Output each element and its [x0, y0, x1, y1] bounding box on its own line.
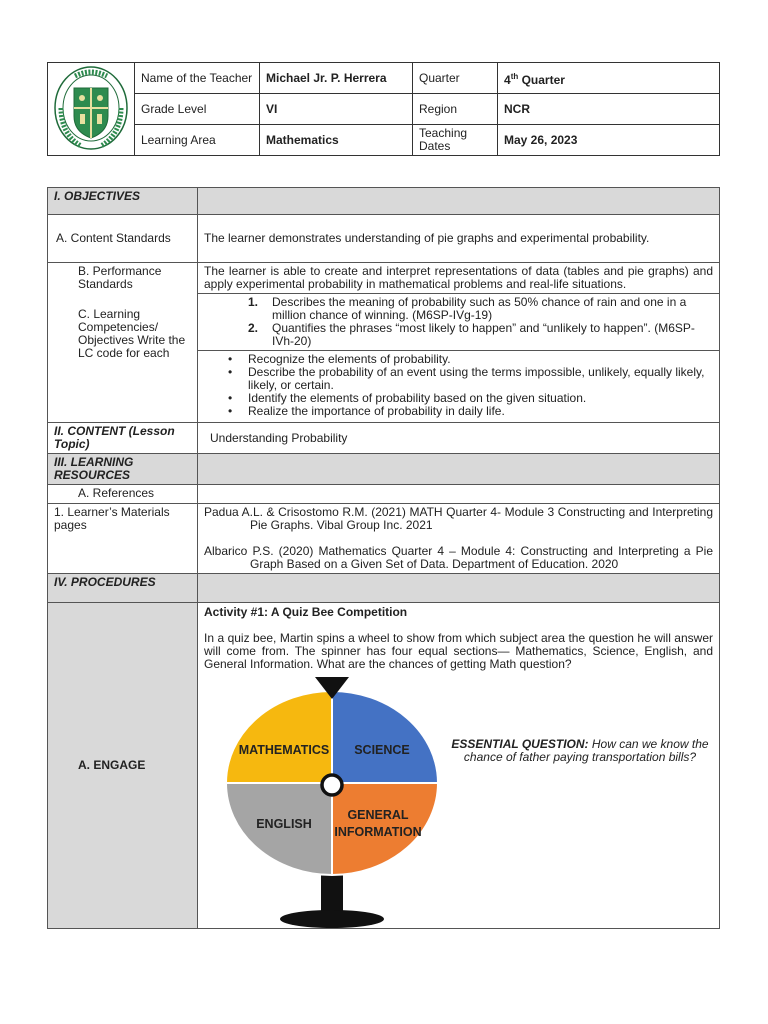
procedures-heading-fill: [198, 574, 720, 603]
competencies-list: [198, 294, 720, 351]
spinner-stand-base: [280, 910, 384, 928]
references-text: [198, 504, 720, 574]
objective-text: Recognize the elements of probability.: [248, 352, 451, 366]
content-standards-text: The learner demonstrates understanding of pie graphs and experimental probability.: [198, 215, 720, 263]
header-table: [47, 62, 720, 156]
school-seal-logo: [51, 64, 131, 152]
area-label: Learning Area: [135, 125, 260, 156]
dates-value: May 26, 2023: [498, 125, 720, 156]
region-value: NCR: [498, 94, 720, 125]
quarter-label: Quarter: [413, 63, 498, 94]
spinner-center-pin: [322, 775, 342, 795]
essential-question-label: ESSENTIAL QUESTION:: [451, 737, 589, 751]
content-heading: II. CONTENT (Lesson Topic): [48, 423, 198, 454]
spinner-wheel-illustration: [220, 675, 446, 931]
objectives-list: [198, 351, 720, 423]
spinner-section-mathematics: [226, 691, 332, 783]
dates-label: Teaching Dates: [413, 125, 498, 156]
teacher-label: Name of the Teacher: [135, 63, 260, 94]
performance-standards-text: The learner is able to create and interpret representations of data (tables and pie graphs) and apply experimental probability in mathematical problems and real-life situations.: [198, 263, 720, 294]
objective-text: Realize the importance of probability in daily life.: [248, 404, 505, 418]
references-fill: [198, 485, 720, 504]
objective-text: Describe the probability of an event using the terms impossible, unlikely, equally likely, likely, or certain.: [248, 365, 705, 392]
quarter-word: Quarter: [518, 72, 565, 87]
area-value: Mathematics: [260, 125, 413, 156]
grade-value: VI: [260, 94, 413, 125]
grade-label: Grade Level: [135, 94, 260, 125]
engage-label: A. ENGAGE: [48, 603, 198, 929]
resources-heading-fill: [198, 454, 720, 485]
essential-question: [442, 738, 718, 764]
materials-label: 1. Learner’s Materials pages: [48, 504, 198, 574]
resources-heading: III. LEARNING RESOURCES: [48, 454, 198, 485]
essential-question-text: How can we know the chance of father paying transportation bills?: [463, 737, 709, 764]
spinner-label-general: GENERAL: [347, 808, 409, 822]
procedures-heading: IV. PROCEDURES: [48, 574, 198, 603]
competency-number: 2.: [248, 321, 259, 335]
objective-item: • Describe the probability of an event using the terms impossible, unlikely, equally likely, likely, or certain.: [228, 366, 713, 392]
spinner-section-science: [332, 691, 438, 783]
competency-item: [248, 322, 713, 348]
teacher-name: Michael Jr. P. Herrera: [260, 63, 413, 94]
reference-1: Padua A.L. & Crisostomo R.M. (2021) MATH Quarter 4- Module 3 Constructing and Interpreting Pie Graphs. Vibal Group Inc. 2021: [204, 505, 713, 532]
quarter-suffix: th: [510, 71, 519, 81]
competency-text: Describes the meaning of probability such as 50% chance of rain and one in a million chance of winning. (M6SP-IVg-19): [272, 295, 687, 322]
logo-cell: [48, 63, 135, 156]
quarter-number: 4: [504, 72, 511, 87]
reference-2: Albarico P.S. (2020) Mathematics Quarter 4 – Module 4: Constructing and Interpreting a Pie Graph Based on a Given Set of Data. Department of Education. 2020: [204, 544, 713, 571]
performance-standards-label: B. Performance Standards: [78, 264, 162, 291]
activity-title: Activity #1: A Quiz Bee Competition: [204, 605, 408, 619]
spinner-label-english: ENGLISH: [256, 817, 312, 831]
region-label: Region: [413, 94, 498, 125]
competency-item: [248, 296, 713, 322]
competencies-label: C. Learning Competencies/ Objectives Write the LC code for each: [78, 307, 186, 360]
objective-item: • Realize the importance of probability in daily life.: [228, 404, 505, 418]
objective-item: • Identify the elements of probability based on the given situation.: [228, 391, 587, 405]
competency-label-cell: [48, 263, 198, 423]
objective-item: • Recognize the elements of probability.: [228, 352, 451, 366]
quarter-value: [498, 63, 720, 94]
objectives-heading-fill: [198, 188, 720, 215]
objectives-heading: I. OBJECTIVES: [48, 188, 198, 215]
spinner-label-mathematics: MATHEMATICS: [238, 743, 330, 757]
references-label: A. References: [48, 485, 198, 504]
spinner-label-science: SCIENCE: [354, 743, 410, 757]
competency-number: 1.: [248, 295, 259, 309]
content-topic: Understanding Probability: [198, 423, 720, 454]
activity-text: In a quiz bee, Martin spins a wheel to show from which subject area the question he will answer will come from. The spinner has four equal sections— Mathematics, Science, English, and General Information. What are the chances of getting Math question?: [204, 631, 713, 671]
content-standards-label: A. Content Standards: [48, 215, 198, 263]
competency-text: Quantifies the phrases “most likely to happen” and “unlikely to happen”. (M6SP-IVh-20): [272, 321, 695, 348]
objective-text: Identify the elements of probability based on the given situation.: [248, 391, 587, 405]
spinner-label-information: INFORMATION: [334, 825, 422, 839]
